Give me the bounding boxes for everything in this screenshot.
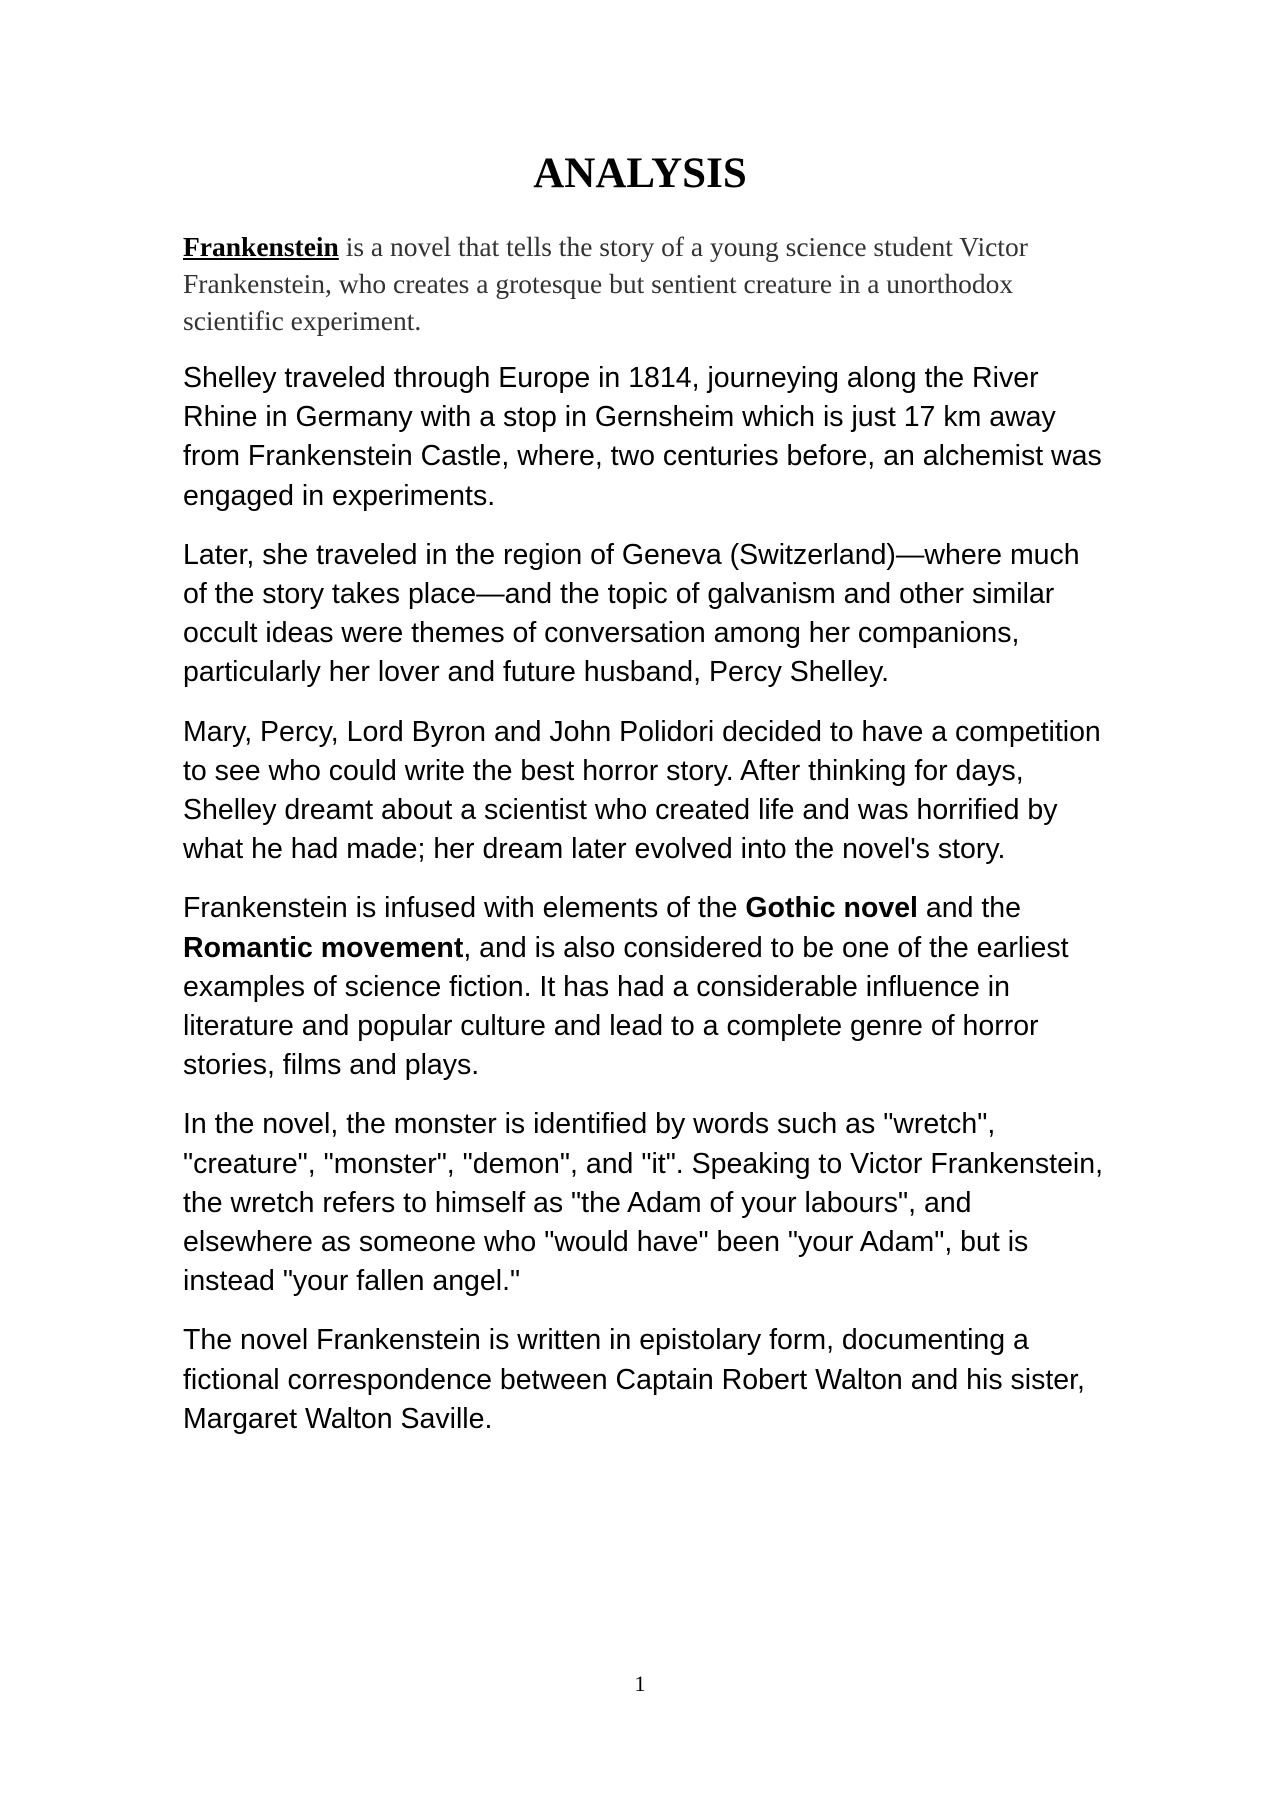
gothic-text-3: , and is also considered to be one of the earliest examples of science fiction. It has had a considerable influence in literature and popular culture and lead to a complete genre of horror stories, films and plays. [183,931,1069,1082]
page-title: ANALYSIS [533,150,747,197]
paragraph-competition: Mary, Percy, Lord Byron and John Polidori decided to have a competition to see who could write the best horror story. After thinking for days, Shelley dreamt about a scientist who created life and was horrified by what he had made; her dream later evolved into the novel's story. [183,715,1101,866]
paragraph-monster: In the novel, the monster is identified by words such as "wretch", "creature", "monster", "demon", and "it". Speaking to Victor Frankenstein, the wretch refers to himself as "the Adam of your labours", and elsewhere as someone who "would have" been "your Adam", but is instead "your fallen angel." [183,1108,1104,1298]
romantic-movement-term: Romantic movement [183,931,464,964]
intro-lead-term: Frankenstein [183,231,339,262]
page-number: 1 [634,1671,646,1696]
gothic-novel-term: Gothic novel [745,892,918,925]
paragraph-europe-travel: Shelley traveled through Europe in 1814, journeying along the River Rhine in Germany with a stop in Gernsheim which is just 17 km away from Frankenstein Castle, where, two centuries before, an alchemist was engaged in experiments. [183,362,1102,512]
gothic-text-2: and the [917,892,1021,925]
intro-paragraph [183,228,1103,339]
body-text [183,228,1103,1459]
gothic-text-1: Frankenstein is infused with elements of the [183,892,746,925]
intro-text: is a novel that tells the story of a young science student Victor Frankenstein, who creates a grotesque but sentient creature in a unorthodox scientific experiment. [183,231,1028,336]
paragraph-epistolary: The novel Frankenstein is written in epistolary form, documenting a fictional correspondence between Captain Robert Walton and his sister, Margaret Walton Saville. [183,1324,1085,1435]
paragraph-gothic [183,889,1103,1085]
paragraph-geneva: Later, she traveled in the region of Geneva (Switzerland)—where much of the story takes place—and the topic of galvanism and other similar occult ideas were themes of conversation among her companions, particularly her lover and future husband, Percy Shelley. [183,538,1080,689]
